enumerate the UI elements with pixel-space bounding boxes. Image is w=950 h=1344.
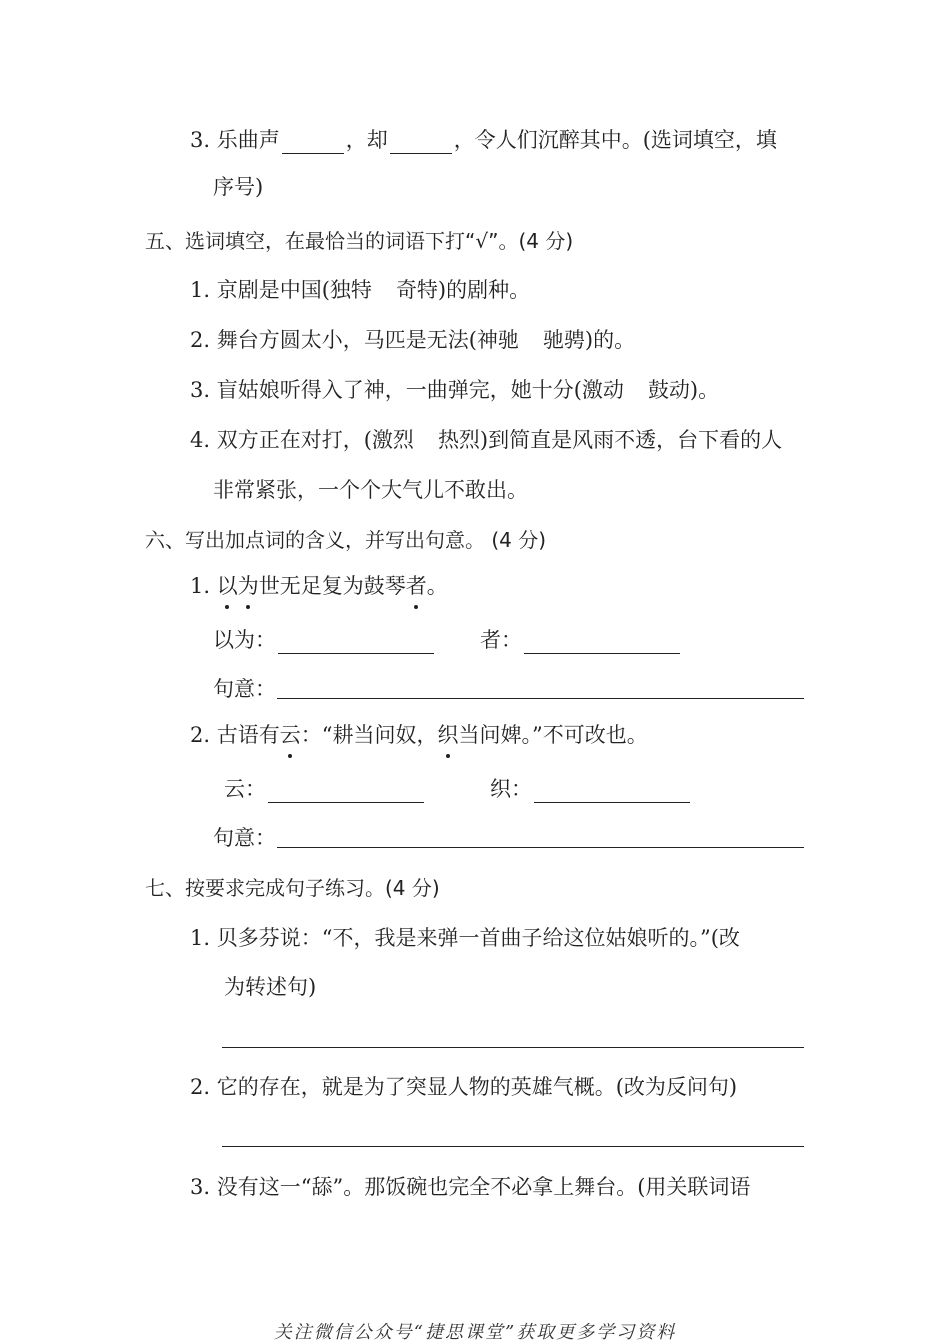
answer-line[interactable] xyxy=(277,698,804,699)
q4-item-3: 3. 乐曲声 ，却 ，令人们沉醉其中。(选词填空，填 xyxy=(190,128,777,152)
answer-line[interactable] xyxy=(277,847,804,848)
s6-q2-sentence: 2. 古语有云：“耕当问奴，织当问婢。”不可改也。 xyxy=(190,723,648,747)
s6-q2-meaning-label: 句意： xyxy=(213,826,276,850)
s6-q2-words: 云： 织： xyxy=(224,775,692,803)
section-6-title: 六、写出加点词的含义，并写出句意。 (4 分) xyxy=(145,528,547,552)
s7-item-3: 3. 没有这一“舔”。那饭碗也完全不必拿上舞台。(用关联词语 xyxy=(190,1175,751,1199)
answer-blank[interactable] xyxy=(390,131,452,154)
answer-line[interactable] xyxy=(222,1146,804,1147)
section-5-title: 五、选词填空，在最恰当的词语下打“√”。(4 分) xyxy=(145,229,574,253)
dotted-char: 以 xyxy=(216,574,238,598)
dotted-char: 织 xyxy=(437,723,459,747)
s5-item-4-cont: 非常紧张，一个个大气儿不敢出。 xyxy=(213,478,528,502)
dotted-char: 云 xyxy=(279,723,301,747)
section-7-title: 七、按要求完成句子练习。(4 分) xyxy=(145,876,440,900)
s7-item-1: 1. 贝多芬说：“不，我是来弹一首曲子给这位姑娘听的。”(改 xyxy=(190,926,740,950)
dotted-char: 为 xyxy=(237,574,259,598)
s7-item-2: 2. 它的存在，就是为了突显人物的英雄气概。(改为反问句) xyxy=(190,1075,738,1099)
s5-item-1: 1. 京剧是中国(独特 奇特)的剧种。 xyxy=(190,278,531,302)
s6-q1-sentence: 1. 以为世无足复为鼓琴者。 xyxy=(190,574,448,598)
s5-item-3: 3. 盲姑娘听得入了神，一曲弹完，她十分(激动 鼓动)。 xyxy=(190,378,720,402)
dotted-char: 者 xyxy=(405,574,427,598)
s7-item-1-cont: 为转述句) xyxy=(224,975,317,999)
s6-q1-meaning-label: 句意： xyxy=(213,677,276,701)
q4-item-3-cont: 序号) xyxy=(213,175,264,199)
s5-item-2: 2. 舞台方圆太小，马匹是无法(神驰 驰骋)的。 xyxy=(190,328,636,352)
s5-item-4: 4. 双方正在对打，(激烈 热烈)到简直是风雨不透，台下看的人 xyxy=(190,428,783,452)
answer-blank[interactable] xyxy=(278,631,434,654)
answer-blank[interactable] xyxy=(524,631,680,654)
answer-blank[interactable] xyxy=(534,780,690,803)
answer-blank[interactable] xyxy=(268,780,424,803)
answer-line[interactable] xyxy=(222,1047,804,1048)
footer-note: 关注微信公众号“捷思课堂”获取更多学习资料 xyxy=(273,1322,677,1343)
s6-q1-words: 以为： 者： xyxy=(213,626,682,654)
answer-blank[interactable] xyxy=(282,131,344,154)
